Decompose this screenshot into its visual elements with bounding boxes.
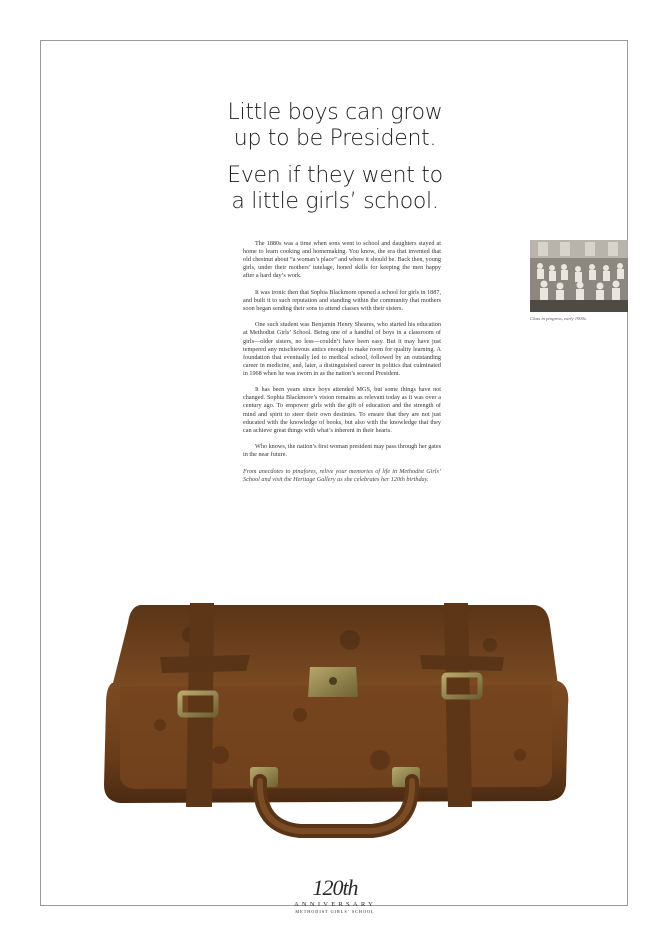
anniversary-logo [285,877,385,915]
body-paragraph: It was ironic then that Sophia Blackmore opened a school for girls in 1887, and built it to such reputation and standing within the community that mothers soon began sending their sons to attend classes with their sisters. [243,288,441,312]
logo-anniversary-word: ANNIVERSARY [293,901,377,908]
headline-line: Little boys can grow [227,100,443,125]
logo-school-name: METHODIST GIRLS’ SCHOOL [295,909,375,914]
logo-number: 120th [312,875,358,900]
classroom-photo [530,240,628,312]
headline-secondary [180,163,490,215]
headline-line: Even if they went to [227,163,443,188]
photo-caption: Class in progress, early 1900s. [530,316,587,321]
leather-satchel-image [100,595,570,840]
headline-primary [180,100,490,152]
body-paragraph: The 1880s was a time when sons went to school and daughters stayed at home to learn cooking and homemaking. You know, the era that invented that old chestnut about “a woman’s place” and where it should be. Back then, young girls, under their mothers’ tutelage, honed skills for keeping the men happy after a hard day’s work. [243,240,441,280]
headline-line: up to be President. [233,126,437,151]
classroom-photo-image [530,240,628,312]
tagline: From anecdotes to pinafores, relive your memories of life in Methodist Girls’ School and visit the Heritage Gallery as she celebrates her 120th birthday. [243,467,441,483]
body-paragraph: It has been years since boys attended MGS, but some things have not changed. Sophia Blackmore’s vision remains as relevant today as it was over a century ago. To empower girls with the gift of education and the strength of mind and spirit to steer their own destinies. To ensure that they are not just educated with the knowledge of books, but also with the knowledge that they can achieve great things with what’s inherent in their hearts. [243,386,441,434]
body-copy [243,240,441,492]
body-paragraph: One such student was Benjamin Henry Sheares, who started his education at Methodist Girls’ School. Being one of a handful of boys in a classroom of girls—older sisters, no less—couldn’t have been easy. But it may have just tempered any mischievous antics enough to make room for quality learning. A foundation that eventually led to medical school, followed by an outstanding career in medicine, and, later, a distinguished career in politics that culminated in 1968 when he was sworn in as the nation’s second President. [243,321,441,377]
headline-line: a little girls’ school. [231,189,439,214]
body-paragraph: Who knows, the nation’s first woman president may pass through her gates in the near future. [243,443,441,459]
